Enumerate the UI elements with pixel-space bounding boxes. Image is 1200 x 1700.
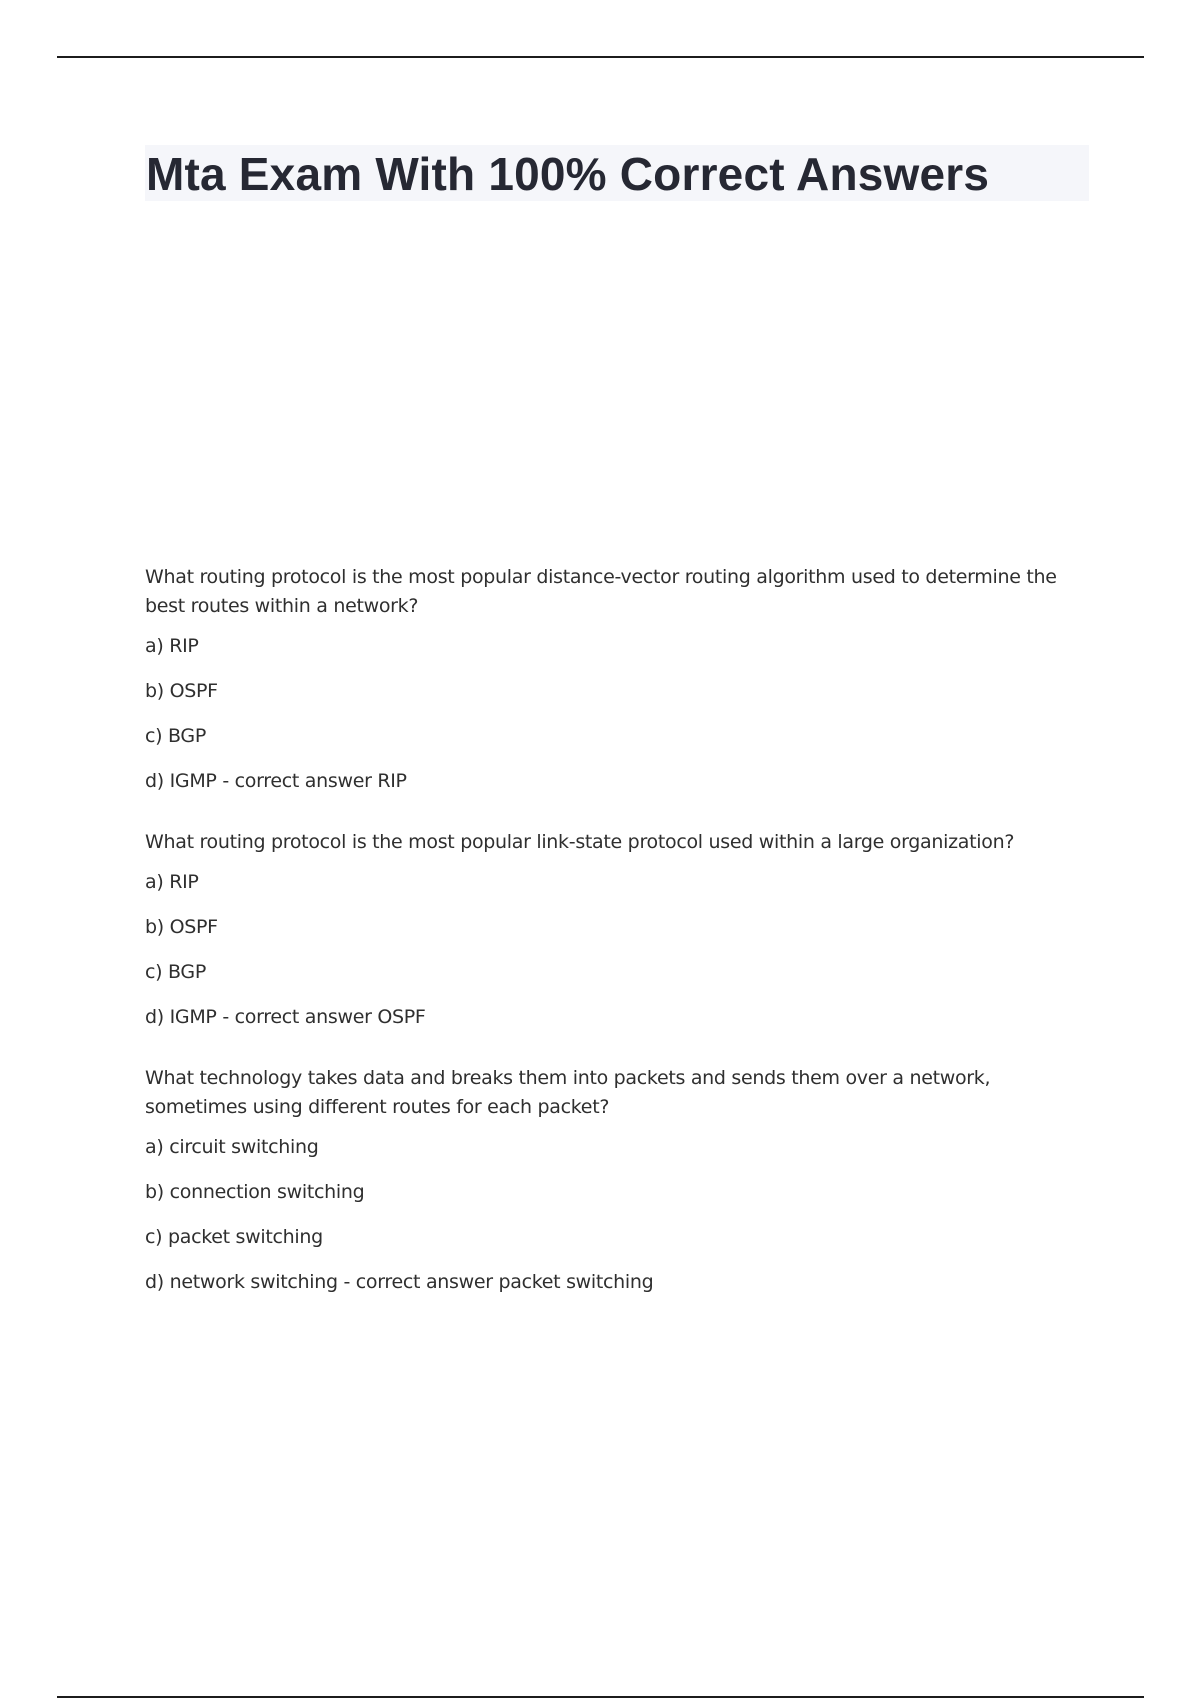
answer-option: c) packet switching [145,1226,323,1248]
answer-option: a) circuit switching [145,1136,319,1158]
answer-option: c) BGP [145,961,206,983]
answer-option: b) OSPF [145,680,218,702]
question-block-2 [145,828,1095,1032]
answer-option: a) RIP [145,871,199,893]
answer-option: c) BGP [145,725,206,747]
top-rule [57,56,1144,58]
question-text: What technology takes data and breaks them into packets and sends them over a network, sometimes using different routes for each packet? [145,1067,991,1118]
question-text: What routing protocol is the most popular distance-vector routing algorithm used to determine the best routes within a network? [145,566,1057,617]
answer-option: b) connection switching [145,1181,365,1203]
answer-option: a) RIP [145,635,199,657]
document-body [145,563,1095,1329]
answer-option-with-correct-answer: d) IGMP - correct answer RIP [145,770,407,792]
document-title: Mta Exam With 100% Correct Answers [146,148,990,200]
answer-option: b) OSPF [145,916,218,938]
question-text: What routing protocol is the most popular link-state protocol used within a large organization? [145,831,1015,853]
question-block-3 [145,1064,1095,1297]
answer-option-with-correct-answer: d) network switching - correct answer packet switching [145,1271,654,1293]
bottom-rule [57,1696,1144,1698]
answer-option-with-correct-answer: d) IGMP - correct answer OSPF [145,1006,426,1028]
question-block-1 [145,563,1095,796]
